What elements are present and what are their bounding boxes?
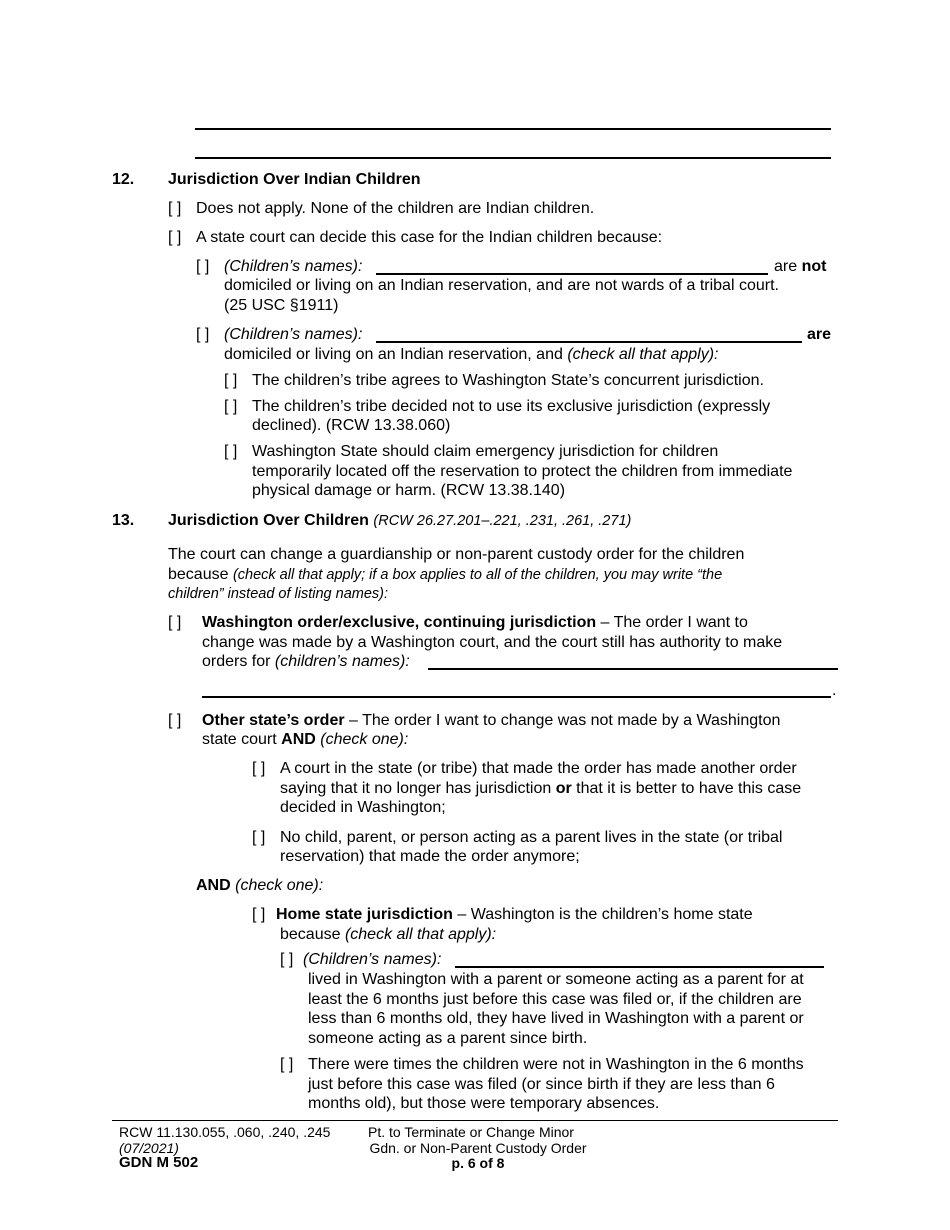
other-state-l1: Other state’s order – The order I want to change was not made by a Washington — [202, 712, 781, 729]
option-state-court: A state court can decide this case for the Indian children because: — [196, 229, 663, 246]
checkbox-domiciled[interactable]: [ ] — [196, 326, 210, 343]
checkbox-not-apply[interactable]: [ ] — [168, 200, 182, 217]
footer-date: (07/2021) — [119, 1140, 179, 1156]
children-names-label: (Children’s names): — [224, 326, 363, 343]
checkbox-wa-order[interactable]: [ ] — [168, 614, 182, 631]
wa-order-l1: Washington order/exclusive, continuing jurisdiction – The order I want to — [202, 614, 748, 631]
home-state-l2: because (check all that apply): — [280, 926, 497, 943]
no-one-lives-l1: No child, parent, or person acting as a parent lives in the state (or tribal — [280, 829, 783, 846]
footer-rcw: RCW 11.130.055, .060, .240, .245 — [119, 1124, 331, 1140]
home-children-names-label: (Children’s names): — [303, 951, 442, 968]
option-concurrent: The children’s tribe agrees to Washington State’s concurrent jurisdiction. — [252, 372, 764, 389]
option-declined-l1: The children’s tribe decided not to use its exclusive jurisdiction (expressly — [252, 398, 771, 415]
home-state-l1: Home state jurisdiction – Washington is the children’s home state — [276, 906, 753, 923]
children-names-field[interactable] — [376, 341, 802, 343]
footer-form-number: GDN M 502 — [119, 1154, 199, 1171]
checkbox-declined[interactable]: [ ] — [224, 398, 238, 415]
section-12-number: 12. — [112, 171, 135, 188]
footer-page-number: p. 6 of 8 — [451, 1155, 505, 1171]
wa-order-l3: orders for (children’s names): — [202, 653, 410, 670]
checkbox-lived-in-wa[interactable]: [ ] — [280, 951, 294, 968]
section-13-number: 13. — [112, 512, 135, 529]
wa-order-l2: change was made by a Washington court, and the court still has authority to make — [202, 634, 783, 651]
checkbox-not-domiciled[interactable]: [ ] — [196, 258, 210, 275]
lived-in-wa-l4: less than 6 months old, they have lived in Washington with a parent or — [308, 1010, 804, 1027]
top-blank-line-2[interactable] — [195, 157, 831, 159]
checkbox-emergency[interactable]: [ ] — [224, 443, 238, 460]
section-13-intro-l3: children” instead of listing names): — [168, 586, 389, 602]
wa-period: . — [832, 682, 837, 699]
checkbox-temporary-absences[interactable]: [ ] — [280, 1056, 294, 1073]
children-names-field[interactable] — [376, 273, 768, 275]
section-13-intro-l2: because (check all that apply; if a box applies to all of the children, you may write “the — [168, 566, 723, 583]
option-emergency-l3: physical damage or harm. (RCW 13.38.140) — [252, 482, 566, 499]
checkbox-concurrent[interactable]: [ ] — [224, 372, 238, 389]
footer-title-2: Gdn. or Non-Parent Custody Order — [369, 1140, 587, 1156]
section-13-title: Jurisdiction Over Children (RCW 26.27.201–.221, .231, .261, .271) — [168, 512, 632, 529]
not-domiciled-text-l3: (25 USC §1911) — [224, 297, 339, 314]
no-one-lives-l2: reservation) that made the order anymore; — [280, 848, 580, 865]
not-domiciled-tail: are not — [774, 258, 827, 275]
checkbox-home-state[interactable]: [ ] — [252, 906, 266, 923]
wa-children-names-field-2[interactable] — [202, 696, 831, 698]
other-state-l2: state court AND (check one): — [202, 731, 409, 748]
checkbox-state-court[interactable]: [ ] — [168, 229, 182, 246]
temporary-absences-l3: months old), but those were temporary absences. — [308, 1095, 660, 1112]
lived-in-wa-l3: least the 6 months just before this case was filed or, if the children are — [308, 991, 802, 1008]
footer-rule — [112, 1120, 838, 1121]
no-jurisdiction-l3: decided in Washington; — [280, 799, 446, 816]
domiciled-text-l2: domiciled or living on an Indian reservation, and (check all that apply): — [224, 346, 719, 363]
home-children-names-field[interactable] — [455, 966, 824, 968]
no-jurisdiction-l1: A court in the state (or tribe) that made the order has made another order — [280, 760, 797, 777]
lived-in-wa-l2: lived in Washington with a parent or someone acting as a parent for at — [308, 971, 804, 988]
checkbox-no-jurisdiction[interactable]: [ ] — [252, 760, 266, 777]
and-check-one: AND (check one): — [196, 877, 324, 894]
temporary-absences-l2: just before this case was filed (or since birth if they are less than 6 — [308, 1076, 775, 1093]
checkbox-other-state[interactable]: [ ] — [168, 712, 182, 729]
no-jurisdiction-l2: saying that it no longer has jurisdiction or that it is better to have this case — [280, 780, 802, 797]
section-13-intro-l1: The court can change a guardianship or non-parent custody order for the children — [168, 546, 745, 563]
top-blank-line-1[interactable] — [195, 128, 831, 130]
section-12-title: Jurisdiction Over Indian Children — [168, 171, 421, 188]
option-declined-l2: declined). (RCW 13.38.060) — [252, 417, 451, 434]
option-emergency-l2: temporarily located off the reservation to protect the children from immediate — [252, 463, 793, 480]
option-not-apply: Does not apply. None of the children are Indian children. — [196, 200, 595, 217]
domiciled-tail: are — [807, 326, 832, 343]
not-domiciled-text-l2: domiciled or living on an Indian reservation, and are not wards of a tribal court. — [224, 277, 779, 294]
lived-in-wa-l5: someone acting as a parent since birth. — [308, 1030, 588, 1047]
option-emergency-l1: Washington State should claim emergency jurisdiction for children — [252, 443, 719, 460]
footer-title-1: Pt. to Terminate or Change Minor — [368, 1124, 574, 1140]
checkbox-no-one-lives[interactable]: [ ] — [252, 829, 266, 846]
temporary-absences-l1: There were times the children were not in Washington in the 6 months — [308, 1056, 804, 1073]
wa-children-names-field[interactable] — [428, 668, 838, 670]
children-names-label: (Children’s names): — [224, 258, 363, 275]
